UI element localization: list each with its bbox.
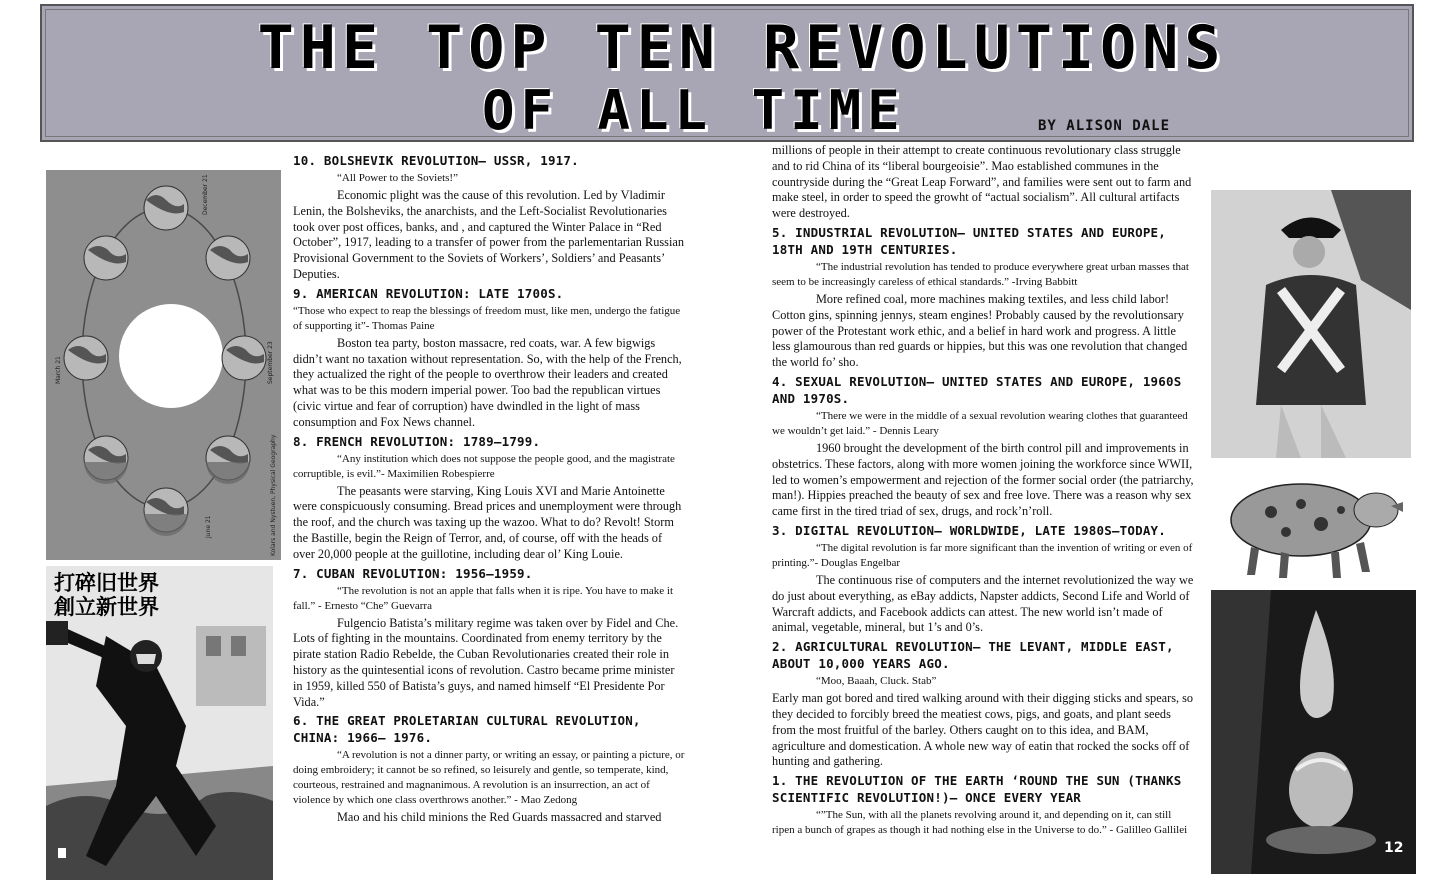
label-march: March 21	[55, 356, 62, 384]
section-8	[293, 433, 685, 563]
title-line-2: OF ALL TIME	[482, 79, 906, 142]
section-heading: 4. SEXUAL REVOLUTION– UNITED STATES AND EUROPE, 1960S AND 1970S.	[772, 373, 1182, 406]
soldier-image	[1211, 190, 1411, 458]
section-body: Economic plight was the cause of this revolution. Led by Vladimir Lenin, the Bolsheviks, the anarchists, and the Left-Socialist Revolutionaries took over post offices, banks, and , and captured the Winter Palace in “Red October”, 1917, leading to a transfer of power from the parlementarian Russian Provisional Government to the Soviets of Workers’, Soldiers’ and Peasants’ Deputies.	[293, 188, 684, 281]
section-quote: “The revolution is not an apple that falls when it is ripe. You have to make it fall.” - Ernesto “Che” Guevarra	[293, 584, 674, 612]
section-quote: “The digital revolution is far more significant than the invention of writing or even of printing.”- Douglas Engelbar	[772, 541, 1193, 569]
poster-illustration	[46, 566, 273, 880]
title-line-1: THE TOP TEN REVOLUTIONS	[257, 13, 1227, 83]
page-number: 12	[1384, 840, 1404, 856]
section-quote: “A revolution is not a dinner party, or writing an essay, or painting a picture, or doing embroidery; it cannot be so refined, so leisurely and gentle, so temperate, kind, courteous, restrained and magnanimous. A revolution is an insurrection, an act of violence by which one class overthrows another.” - Mao Zedong	[293, 749, 685, 807]
section-heading: 7. CUBAN REVOLUTION: 1956–1959.	[293, 565, 533, 581]
propaganda-poster-image	[46, 566, 273, 880]
hourglass-image	[1211, 590, 1416, 874]
section-2	[772, 638, 1196, 770]
page-marker	[58, 848, 66, 858]
section-heading: 6. THE GREAT PROLETARIAN CULTURAL REVOLUTION, CHINA: 1966– 1976.	[293, 713, 641, 746]
section-quote: “Moo, Baaah, Cluck. Stab”	[816, 675, 937, 688]
pig-illustration	[1211, 462, 1411, 584]
poster-caption-2: 創立新世界	[54, 595, 159, 619]
section-body: 1960 brought the development of the birth control pill and improvements in obstetrics. These factors, along with more women joining the workforce since WWII, led to women’s empowerment and rejection of the former social order (the patriarchy, man!). Hippies preached the beauty of sex and free love. There was a reason why sex came first in the tired triad of sex, drugs, and rock’n’roll.	[772, 440, 1194, 519]
section-3	[772, 522, 1196, 636]
section-10	[293, 152, 685, 283]
section-9	[293, 285, 685, 431]
label-december: December 21	[202, 174, 209, 215]
pig-image	[1211, 462, 1411, 584]
continued-text: millions of people in their attempt to create continuous revolutionary class struggle and to rid China of its “liberal bourgeoisie”. Mao established communes in the countryside during the “Great Leap Forward”, and families were sent out to farm and make steel, in order to speed the growht of “actual socialism”. All cultural artifacts were destroyed.	[772, 143, 1192, 221]
section-4	[772, 373, 1196, 520]
soldier-illustration	[1211, 190, 1411, 458]
section-6	[293, 712, 685, 826]
section-body: The continuous rise of computers and the internet revolutionized the way we do just about everything, as eBay addicts, Napster addicts, Second Life and World of Warcraft addicts, and Facebook addicts can attest. The new world isn’t made of animal, vegetable, mineral, but 1’s and 0’s.	[772, 572, 1194, 635]
title-banner	[40, 4, 1414, 142]
right-text-column	[772, 143, 1196, 840]
section-heading: 2. AGRICULTURAL REVOLUTION– THE LEVANT, MIDDLE EAST, ABOUT 10,000 YEARS AGO.	[772, 639, 1174, 672]
poster-caption-1: 打碎旧世界	[54, 571, 159, 595]
hourglass-illustration	[1211, 590, 1416, 874]
left-text-column	[293, 150, 685, 826]
earth-seasons-image	[46, 170, 281, 560]
section-heading: 3. DIGITAL REVOLUTION– WORLDWIDE, LATE 1980S–TODAY.	[772, 522, 1167, 538]
section-quote: “The industrial revolution has tended to produce everywhere great urban masses that seem to be increasingly careless of ethical standards.” -Irving Babbitt	[772, 260, 1189, 288]
section-body: Mao and his child minions the Red Guards massacred and starved	[337, 810, 662, 825]
section-body: The peasants were starving, King Louis XVI and Marie Antoinette were conspicuously consuming. Bread prices and unemployment were through the roof, and the church was taxing up the wazoo. What to do? Revolt! Storm the Bastille, begin the Reign of Terror, and, of course, off with the heads of over 20,000 people at the guillotine, including dear ol’ King Louie.	[293, 483, 682, 561]
section-heading: 5. INDUSTRIAL REVOLUTION– UNITED STATES AND EUROPE, 18TH AND 19TH CENTURIES.	[772, 224, 1167, 257]
section-body: Fulgencio Batista’s military regime was taken over by Fidel and Che. Lots of fighting in the mountains. Coordinated from enemy territory by the pirate station Radio Rebelde, the Cuban Revolutionaries created their role in history as the quintesential icons of revolution. Castro became prime minister in 1959, killed 550 of Batista’s guys, and named himself “El Presidente Por Vida.”	[293, 615, 679, 709]
section-quote: “Any institution which does not suppose the people good, and the magistrate corruptible, is evil.”- Maximilien Robespierre	[293, 452, 675, 480]
section-quote: “Those who expect to reap the blessings of freedom must, like men, undergo the fatigue of supporting it”- Thomas Paine	[293, 304, 681, 332]
section-body: Early man got bored and tired walking around with their digging sticks and spears, so they decided to forcibly breed the meatiest cows, pigs, and goats, and plant seeds from the most fruitful of the barley. Others caught on to this idea, and BAM, agriculture and domestication. A whole new way of eatin that rocked the socks off of hunting and gathering.	[772, 691, 1194, 769]
section-quote: “There we were in the middle of a sexual revolution wearing clothes that guaranteed we wouldn’t get laid.” - Dennis Leary	[772, 409, 1188, 437]
section-heading: 9. AMERICAN REVOLUTION: LATE 1700S.	[293, 285, 564, 301]
earth-orbit-diagram	[46, 170, 281, 560]
image-credit: Kolars and Nystuen, Physical Geography	[270, 434, 277, 556]
section-7	[293, 565, 685, 711]
section-1	[772, 772, 1196, 838]
section-heading: 10. BOLSHEVIK REVOLUTION– USSR, 1917.	[293, 153, 579, 168]
section-body: Boston tea party, boston massacre, red coats, war. A few bigwigs didn’t want no taxation without representation. So, with the help of the French, they actualized the right of the people to overthrow their leaders and created what was to be this modern imperial power. Too bad the republican virtues (civic virtue and fear of corruption) have dwindled in the light of mass consumption and Fox News channel.	[293, 335, 682, 429]
section-heading: 1. THE REVOLUTION OF THE EARTH ‘ROUND THE SUN (THANKS SCIENTIFIC REVOLUTION!)– ONCE EVERY YEAR	[772, 773, 1182, 806]
section-5	[772, 224, 1196, 371]
section-heading: 8. FRENCH REVOLUTION: 1789–1799.	[293, 433, 541, 449]
section-quote: “All Power to the Soviets!”	[337, 172, 458, 184]
byline: BY ALISON DALE	[1038, 118, 1171, 134]
section-quote: “”The Sun, with all the planets revolving around it, and depending on it, can still ripen a bunch of grapes as though it had nothing else in the Universe to do.” - Galilleo Gallilei	[772, 809, 1188, 837]
label-june: June 21	[205, 515, 212, 538]
label-september: September 23	[267, 341, 274, 384]
section-body: More refined coal, more machines making textiles, and less child labor! Cotton gins, spinning jennys, steam engines! Probably caused by the revolutionsary power of the Protestant work ethic, and a belief in hard work and progress. A little less glamourous than red guards or hippies, but this was one revolution that changed the world fo’ sho.	[772, 291, 1188, 370]
